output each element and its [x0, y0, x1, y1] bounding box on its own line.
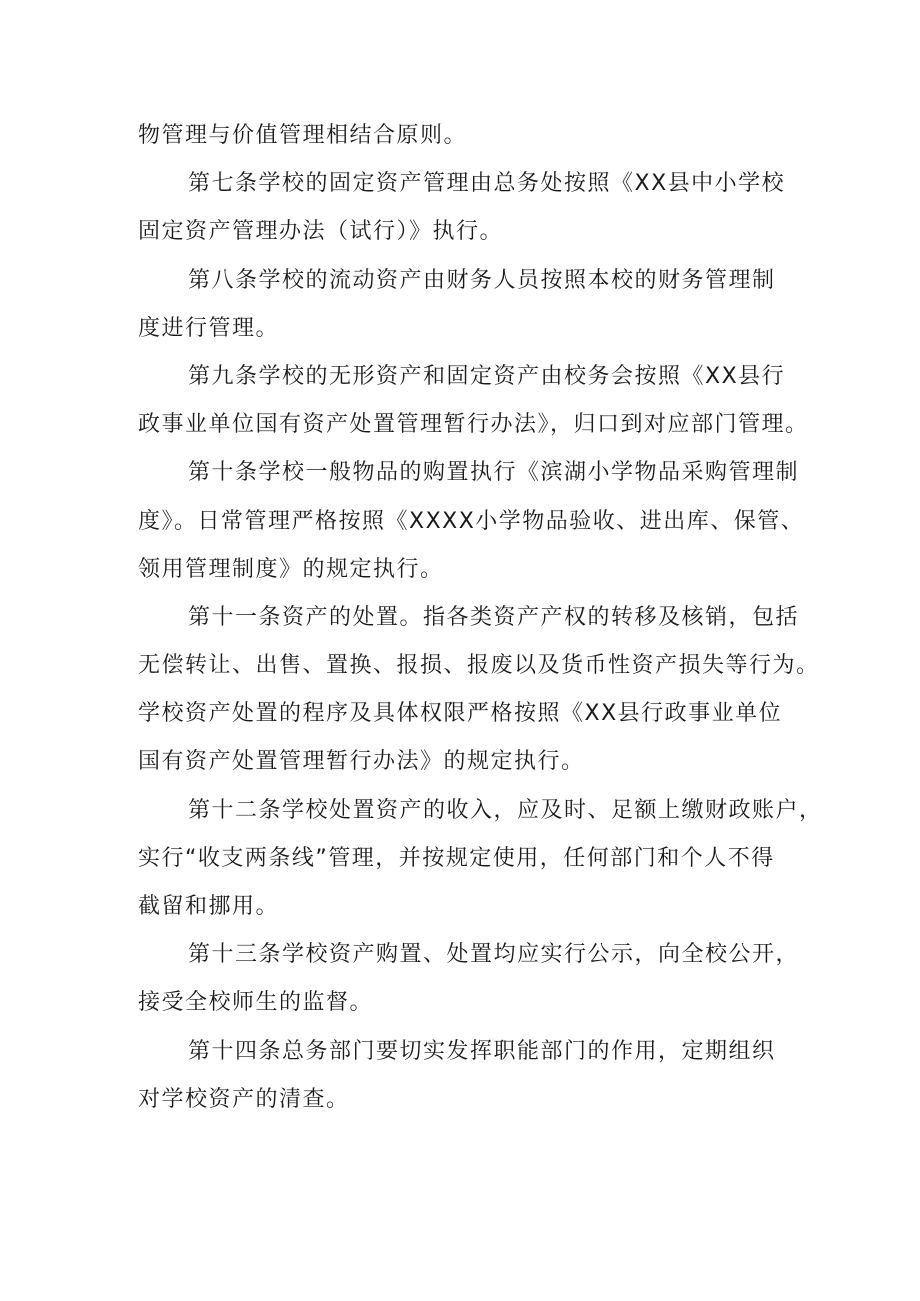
document-body — [138, 112, 823, 1124]
text-line: 国有资产处置管理暂行办法》的规定执行。 — [138, 749, 585, 775]
text-line: 学校资产处置的程序及具体权限严格按照《XX县行政事业单位 — [138, 701, 783, 727]
text-line: 固定资产管理办法（试行）》执行。 — [138, 219, 504, 245]
text-line: 第九条学校的无形资产和固定资产由校务会按照《XX县行 — [188, 363, 786, 389]
text-line: 物管理与价值管理相结合原则。 — [138, 123, 468, 148]
text-line: 第十二条学校处置资产的收入，应及时、足额上缴财政账户， — [188, 797, 823, 823]
text-line: 第十一条资产的处置。指各类资产产权的转移及核销，包括 — [188, 604, 800, 630]
text-line: 第八条学校的流动资产由财务人员按照本校的财务管理制 — [188, 267, 776, 293]
text-line: 度》。日常管理严格按照《XXXX小学物品验收、进出库、保管、 — [138, 508, 805, 534]
text-line: 政事业单位国有资产处置管理暂行办法》，归口到对应部门管理。 — [138, 412, 809, 438]
text-line: 实行“收支两条线”管理，并按规定使用，任何部门和个人不得 — [138, 845, 775, 871]
text-line: 度进行管理。 — [138, 315, 280, 341]
text-line: 无偿转让、出售、置换、报损、报废以及货币性资产损失等行为。 — [138, 653, 820, 679]
text-line: 第十四条总务部门要切实发挥职能部门的作用，定期组织 — [188, 1038, 776, 1064]
text-line: 第十三条学校资产购置、处置均应实行公示，向全校公开， — [188, 942, 800, 968]
text-line: 截留和挪用。 — [138, 894, 280, 919]
text-line: 第七条学校的固定资产管理由总务处按照《XX县中小学校 — [188, 171, 786, 197]
text-line: 接受全校师生的监督。 — [138, 990, 374, 1016]
text-line: 领用管理制度》的规定执行。 — [138, 556, 444, 582]
text-line: 对学校资产的清查。 — [138, 1086, 350, 1112]
text-line: 第十条学校一般物品的购置执行《滨湖小学物品采购管理制 — [188, 460, 800, 486]
